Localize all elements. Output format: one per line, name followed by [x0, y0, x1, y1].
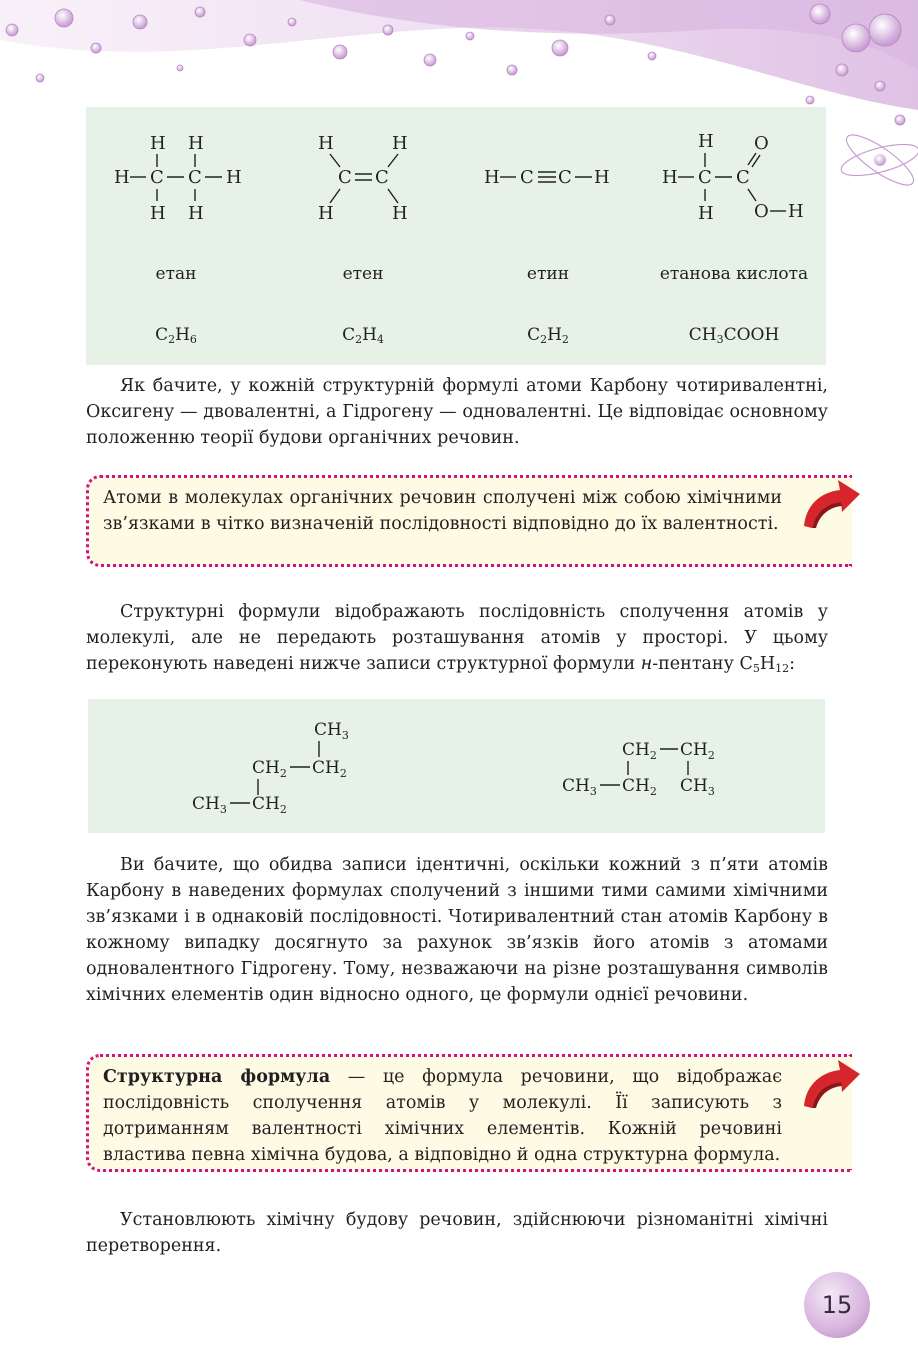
- svg-text:H: H: [698, 203, 714, 224]
- ethene-formula: $C_2H_4$: [342, 325, 384, 346]
- svg-text:CH3: $CH_3$: [192, 794, 227, 816]
- svg-text:H: H: [662, 167, 678, 188]
- svg-text:H: H: [698, 131, 714, 152]
- pentane-formulas-panel: [88, 699, 825, 833]
- svg-text:CH2: $CH_2$: [622, 740, 657, 762]
- ethene-name: етен: [342, 264, 384, 284]
- pentane-structure-1: [192, 715, 372, 819]
- ethanoic-acid-name: етанова кислота: [659, 264, 809, 284]
- ethyne-structure: [484, 127, 624, 227]
- definition-callout-1: [86, 475, 852, 567]
- pentane-structure-2: [562, 735, 742, 805]
- paragraph-structural-formulas: Структурні формули відображають послідовність сполучення атомів у молекулі, але не передають розташування атомів у просторі. У цьому переконують наведені нижче записи структурної формули н-пентану $C_5H_{12}$:: [86, 602, 828, 675]
- svg-text:C: C: [558, 167, 572, 188]
- callout-2-term: Структурна формула: [103, 1067, 331, 1087]
- callout-1-text: Атоми в молекулах органічних речовин сполучені між собою хімічними зв’язками в чітко визначеній послідовності відповідно до їх валентності.: [103, 488, 782, 534]
- ethyne-name: етин: [526, 264, 570, 284]
- paragraph-chemical-transformations: Установлюють хімічну будову речовин, здійснюючи різноманітні хімічні перетворення.: [86, 1210, 828, 1256]
- paragraph-valence: Як бачите, у кожній структурній формулі атоми Карбону чотиривалентні, Оксигену — двовалентні, а Гідрогену — одновалентні. Це відповідає основному положенню теорії будови органічних речовин.: [86, 376, 828, 448]
- svg-text:C: C: [188, 167, 202, 188]
- ethane-name: етан: [155, 264, 197, 284]
- svg-text:H: H: [484, 167, 500, 188]
- svg-text:H: H: [226, 167, 242, 188]
- svg-text:H: H: [392, 133, 408, 154]
- svg-text:CH2: $CH_2$: [252, 758, 287, 780]
- paragraph-identical-records: Ви бачите, що обидва записи ідентичні, оскільки кожний з п’яти атомів Карбону в наведених формулах сполучений з іншими тими самими хімічними зв’язками і в однаковій послідовності. Чотиривалентний стан атомів Карбону в кожному випадку досягнуто за рахунок зв’язків його атомів з атомами одновалентного Гідрогену. Тому, незважаючи на різне розташування символів хімічних елементів один відносно одного, це формули однієї речовини.: [86, 855, 828, 1005]
- svg-text:C: C: [736, 167, 750, 188]
- svg-text:CH2: $CH_2$: [252, 794, 287, 816]
- svg-text:H: H: [318, 133, 334, 154]
- svg-text:CH2: $CH_2$: [312, 758, 347, 780]
- red-arrow-icon-2: [800, 1056, 862, 1110]
- svg-text:H: H: [318, 203, 334, 224]
- svg-text:H: H: [188, 133, 204, 154]
- svg-text:H: H: [150, 133, 166, 154]
- svg-text:H: H: [188, 203, 204, 224]
- svg-text:CH2: $CH_2$: [622, 776, 657, 798]
- svg-text:C: C: [375, 167, 389, 188]
- definition-callout-2: [86, 1054, 852, 1172]
- svg-text:H: H: [788, 201, 804, 222]
- ethane-structure: [114, 127, 254, 227]
- svg-text:C: C: [338, 167, 352, 188]
- structural-formulas-panel: [86, 107, 826, 365]
- ethanoic-acid-formula: $CH_3COOH$: [688, 325, 780, 346]
- svg-text:H: H: [594, 167, 610, 188]
- svg-text:H: H: [392, 203, 408, 224]
- ethanoic-acid-structure: [662, 127, 812, 227]
- svg-text:O: O: [754, 133, 769, 154]
- svg-text:CH2: $CH_2$: [680, 740, 715, 762]
- svg-text:O: O: [754, 201, 769, 222]
- svg-text:C: C: [520, 167, 534, 188]
- ethene-structure: [316, 127, 426, 227]
- svg-text:H: H: [150, 203, 166, 224]
- red-arrow-icon: [800, 476, 862, 530]
- ethane-formula: $C_2H_6$: [155, 325, 197, 346]
- svg-text:CH3: $CH_3$: [562, 776, 597, 798]
- svg-text:H: H: [114, 167, 130, 188]
- callout-2-text: Структурна формула — це формула речовини, що відображає послідовність сполучення атомів у молекулі. Її записують з дотриманням валентності хімічних елементів. Кожній речовині властива певна хімічна будова, а відповідно й одна структурна формула.: [103, 1067, 782, 1165]
- page-number: 15: [804, 1272, 870, 1338]
- svg-text:CH3: $CH_3$: [680, 776, 715, 798]
- svg-text:C: C: [698, 167, 712, 188]
- svg-text:C: C: [150, 167, 164, 188]
- ethyne-formula: $C_2H_2$: [527, 325, 569, 346]
- svg-text:CH3: $CH_3$: [314, 720, 349, 742]
